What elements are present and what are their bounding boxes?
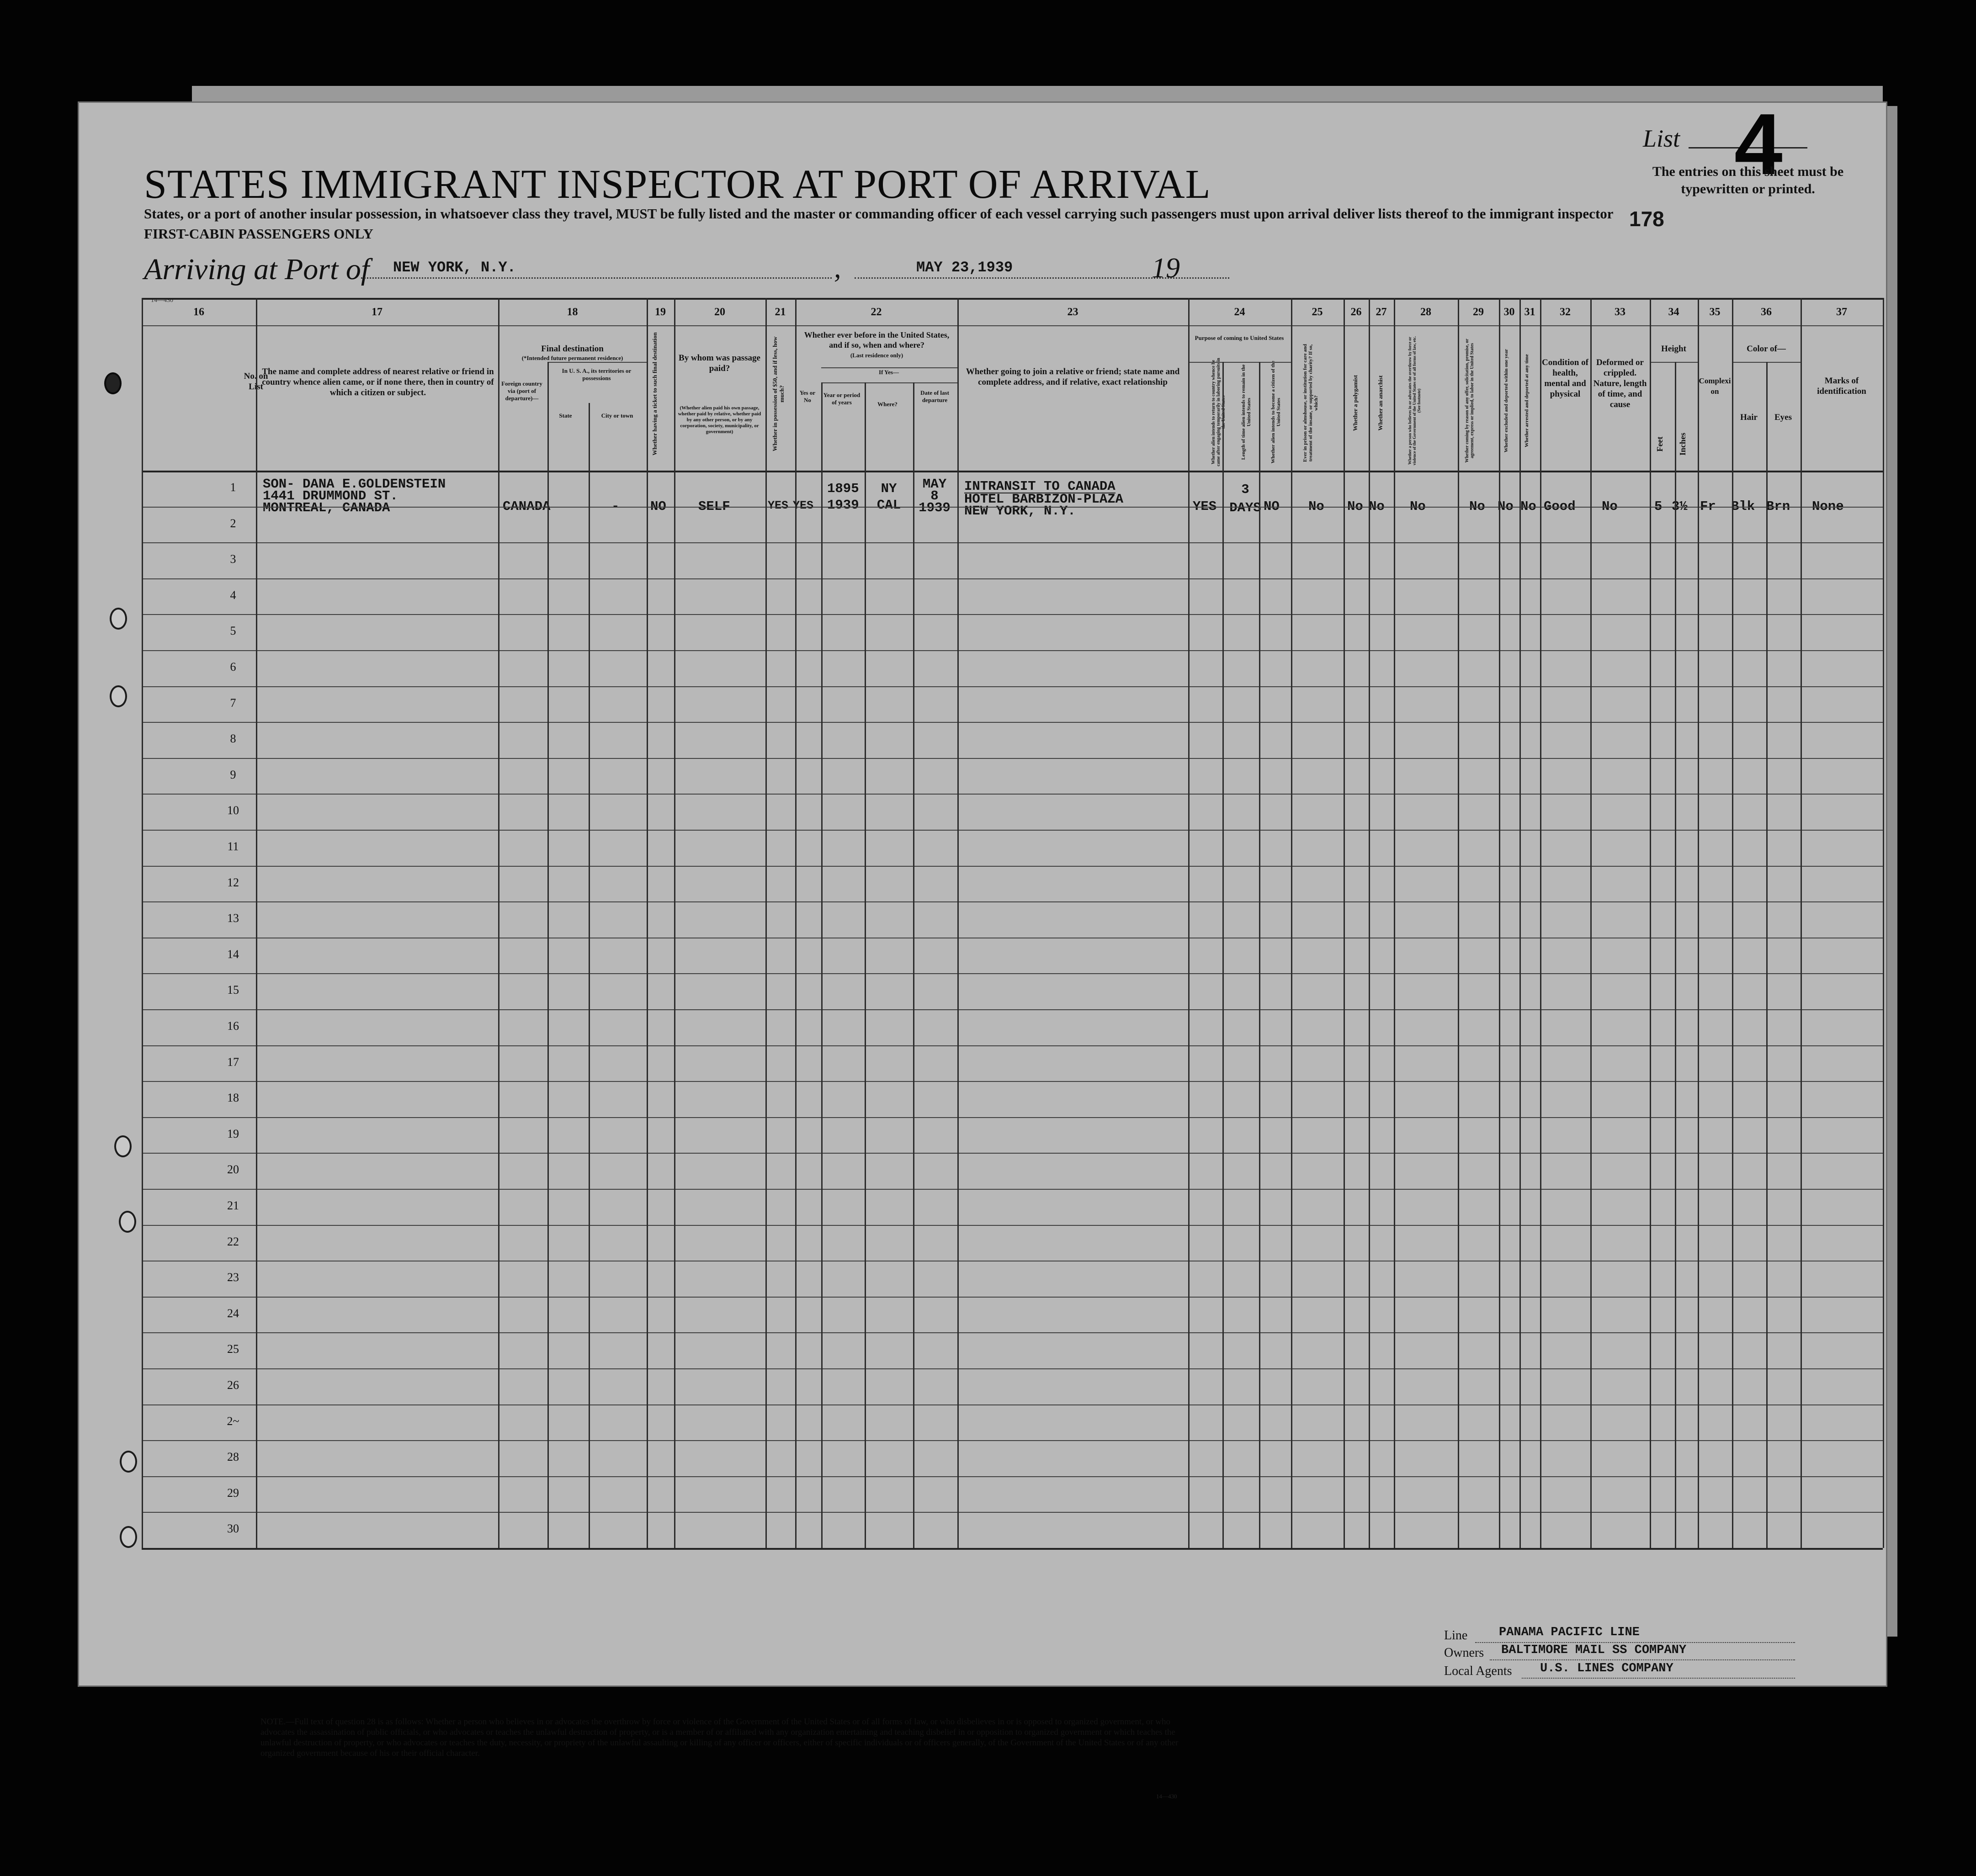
col-24-sub-rule — [1188, 362, 1291, 363]
col-22-note: (Last residence only) — [850, 352, 903, 359]
port-line — [361, 277, 832, 279]
col-26-number: 26 — [1350, 306, 1362, 318]
col-20-header: By whom was passage paid? — [679, 353, 760, 373]
row1-relative-line-1: SON- DANA E.GOLDENSTEIN — [263, 477, 446, 492]
row-rule — [142, 1476, 1883, 1477]
column-rule — [1801, 298, 1802, 1548]
row1-dep-day: 8 — [930, 488, 939, 503]
col-24c-header: Whether alien intends to become a citizen of the United States — [1270, 360, 1281, 464]
col-24b-header: Length of time alien intends to remain in the United States — [1241, 364, 1252, 460]
row-number: 2 — [230, 516, 236, 530]
column-rule — [1675, 362, 1676, 1548]
row1-purpose: YES — [1193, 499, 1217, 514]
row-rule — [142, 1081, 1883, 1082]
row-rule — [142, 507, 1883, 508]
col-32-number: 32 — [1560, 306, 1571, 318]
col-20-note: (Whether alien paid his own passage, whether paid by relative, whether paid by any other person, or by any corporation, society, municipality, or government) — [678, 405, 761, 435]
row-rule — [142, 830, 1883, 831]
column-rule — [1590, 298, 1592, 1548]
col-34-number: 34 — [1668, 306, 1679, 318]
column-rule — [1458, 298, 1459, 1548]
column-rule — [674, 298, 675, 1548]
header-num-rule — [142, 325, 1883, 326]
column-rule — [647, 298, 648, 1548]
row1-eyes: Brn — [1766, 499, 1790, 514]
column-rule — [1259, 362, 1260, 1548]
column-rule — [547, 362, 549, 1548]
column-rule — [1766, 362, 1768, 1548]
col-32-header: Condition of health, mental and physical — [1542, 358, 1588, 399]
col-37-header: Marks of identification — [1817, 376, 1866, 396]
column-rule — [865, 382, 866, 1548]
row1-joining-line-2: HOTEL BARBIZON-PLAZA — [964, 492, 1124, 507]
row1-q30: No — [1498, 499, 1514, 514]
column-rule — [1519, 298, 1521, 1548]
row1-relative — [263, 478, 446, 514]
local-agents-value: U.S. LINES COMPANY — [1540, 1662, 1673, 1675]
row-number: 20 — [227, 1163, 239, 1176]
col-29-number: 29 — [1473, 306, 1484, 318]
col-19-number: 19 — [655, 306, 666, 318]
col-23-number: 23 — [1067, 306, 1078, 318]
row-rule — [142, 1332, 1883, 1333]
col-20-number: 20 — [714, 306, 725, 318]
col-36-eyes-header: Eyes — [1774, 413, 1792, 422]
row1-complexion: Fr — [1700, 499, 1716, 514]
row-number: 17 — [227, 1055, 239, 1069]
local-agents-underline — [1522, 1678, 1795, 1679]
col-35-number: 35 — [1709, 306, 1721, 318]
col-18-usa-header: In U. S. A., its territories or possessions — [562, 367, 632, 382]
row-number: 13 — [227, 912, 239, 925]
row1-city: - — [611, 499, 620, 514]
column-rule — [1499, 298, 1500, 1548]
row-number: 25 — [227, 1342, 239, 1356]
col-33-number: 33 — [1615, 306, 1625, 318]
row1-q29: No — [1469, 499, 1485, 514]
row-rule — [142, 973, 1883, 974]
col-22-where-header: Where? — [877, 401, 898, 408]
row-rule — [142, 758, 1883, 759]
line-underline — [1475, 1642, 1795, 1643]
binder-hole — [114, 1135, 132, 1157]
col-30-number: 30 — [1503, 306, 1515, 318]
col-31-header: Whether arrested and deported at any time — [1524, 354, 1530, 447]
row-rule — [142, 722, 1883, 723]
row1-where — [873, 481, 905, 514]
binder-hole — [120, 1451, 137, 1473]
row-rule — [142, 1297, 1883, 1298]
arrival-port: NEW YORK, N.Y. — [393, 259, 516, 276]
sheet-shadow-edge — [1887, 106, 1897, 1637]
row-rule — [142, 1009, 1883, 1010]
row1-joining — [964, 481, 1123, 517]
row-rule — [142, 1404, 1883, 1405]
row1-q31: No — [1520, 499, 1536, 514]
row-rule — [142, 1440, 1883, 1441]
row-number: 14 — [227, 947, 239, 961]
passenger-class: FIRST-CABIN PASSENGERS ONLY — [144, 226, 373, 242]
row-rule — [142, 794, 1883, 795]
row-number: 5 — [230, 624, 236, 638]
row-number: 24 — [227, 1306, 239, 1320]
row1-paid-by: SELF — [698, 499, 730, 514]
col-18-city-header: City or town — [601, 412, 633, 419]
manifest-table — [142, 298, 1883, 1609]
row1-before: YES — [793, 499, 814, 512]
list-number: 4 — [1734, 96, 1783, 193]
row-rule — [142, 1189, 1883, 1190]
row1-deformed: No — [1602, 499, 1618, 514]
col-24-number: 24 — [1234, 306, 1245, 318]
column-rule — [1188, 298, 1190, 1548]
column-rule — [256, 298, 257, 1548]
column-rule — [913, 382, 914, 1548]
column-rule — [1698, 298, 1699, 1548]
footer-form-code: 14—430 — [1156, 1793, 1177, 1800]
col-33-header: Deformed or crippled. Nature, length of time, and cause — [1593, 358, 1647, 409]
row1-health: Good — [1544, 499, 1576, 514]
owners-value: BALTIMORE MAIL SS COMPANY — [1501, 1643, 1687, 1657]
row1-where-1: NY — [881, 481, 897, 496]
column-rule — [1394, 298, 1395, 1548]
arriving-label: Arriving at Port of — [144, 253, 370, 286]
col-22-date-header: Date of last departure — [920, 389, 949, 403]
col-17-number: 17 — [372, 306, 382, 318]
local-agents-label: Local Agents — [1444, 1664, 1512, 1678]
row-number: 15 — [227, 983, 239, 997]
row1-dep-month: MAY — [922, 477, 947, 492]
row1-feet: 5 — [1654, 499, 1663, 514]
list-label: List — [1643, 125, 1680, 152]
page-number: 178 — [1629, 207, 1664, 231]
row-rule — [142, 686, 1883, 687]
column-rule — [957, 298, 959, 1548]
typewritten-note: The entries on this sheet must be typewritten or printed. — [1652, 164, 1844, 196]
col-18-header: Final destination — [541, 344, 604, 354]
row1-relative-line-2: 1441 DRUMMOND ST. — [263, 488, 398, 503]
col-21-number: 21 — [775, 306, 786, 318]
row-number: 2~ — [227, 1414, 239, 1428]
column-rule — [1883, 298, 1884, 1548]
row-rule — [142, 1153, 1883, 1154]
row-number: 4 — [230, 588, 236, 602]
row-number: 10 — [227, 804, 239, 817]
row-number: 9 — [230, 768, 236, 781]
row-number: 16 — [227, 1019, 239, 1033]
col-24a-header: Whether alien intends to return to country whence he came after engaging temporarily in laboring pursuits in the United States — [1211, 358, 1226, 466]
binder-hole — [119, 1211, 136, 1233]
owners-label: Owners — [1444, 1646, 1484, 1660]
table-bottom-rule — [142, 1548, 1883, 1550]
form-code: 14—430 — [151, 297, 173, 304]
row1-relative-line-3: MONTREAL, CANADA — [263, 500, 390, 515]
row-rule — [142, 542, 1883, 543]
column-rule — [1222, 362, 1224, 1548]
row1-inches: 3½ — [1672, 499, 1688, 514]
manifest-sheet — [78, 96, 1887, 1800]
row1-dep-year: 1939 — [919, 500, 951, 515]
col-34-feet-header: Feet — [1655, 436, 1664, 452]
col-24-header: Purpose of coming to United States — [1195, 334, 1284, 341]
row-rule — [142, 1045, 1883, 1046]
row1-q28: No — [1410, 499, 1426, 514]
row1-foreign: CANADA — [503, 499, 551, 514]
row-number: 22 — [227, 1235, 239, 1248]
col-34-inches-header: Inches — [1678, 433, 1687, 456]
col-35-header: Complexion — [1699, 376, 1731, 396]
col-22-ifyes-header: If Yes— — [879, 369, 899, 376]
col-29-header: Whether coming by reason of any offer, solicitation, promise, or agreement, express or implied, to labor in the United States — [1465, 339, 1475, 463]
row-number: 23 — [227, 1271, 239, 1284]
row1-years — [827, 481, 859, 514]
col-17-header: The name and complete address of nearest relative or friend in country whence alien came, or if none there, then in country of which a citizen or subject. — [262, 367, 494, 397]
col-22-number: 22 — [871, 306, 882, 318]
row1-where-2: CAL — [876, 498, 901, 513]
row1-ticket: NO — [650, 499, 666, 514]
col-37-number: 37 — [1836, 306, 1847, 318]
row-rule — [142, 614, 1883, 615]
row1-joining-line-3: NEW YORK, N.Y. — [964, 503, 1076, 519]
col-31-number: 31 — [1524, 306, 1535, 318]
row1-citizen: NO — [1264, 499, 1280, 514]
col-25-number: 25 — [1312, 306, 1323, 318]
col-22-yesno-header: Yes or No — [799, 389, 816, 403]
row1-has50: YES — [768, 499, 789, 512]
row1-marks: None — [1812, 499, 1844, 514]
column-rule — [1732, 298, 1733, 1548]
col-22-ifyes-rule — [821, 382, 957, 383]
row-rule — [142, 1225, 1883, 1226]
row1-year-2: 1939 — [827, 498, 859, 513]
row-number: 8 — [230, 732, 236, 746]
col-27-number: 27 — [1376, 306, 1387, 318]
col-28-number: 28 — [1420, 306, 1431, 318]
row-rule — [142, 1512, 1883, 1513]
column-rule — [1291, 298, 1292, 1548]
col-19-header: Whether having a ticket to such final destination — [651, 332, 658, 456]
col-16-header: No. on List — [244, 371, 268, 392]
row-rule — [142, 1368, 1883, 1369]
owners-underline — [1490, 1659, 1795, 1660]
col-18-note: (*Intended future permanent residence) — [521, 355, 623, 361]
row1-last-departure — [914, 478, 955, 514]
footnote: NOTE.—Full text of question 28 is as follows: Whether a person who believes in or advocates the overthrow by force or violence of the Government of the United States or of all forms of law, or who disbelieves in or is opposed to organized government, or who advocates the assassination of public officials, or who advocates or teaches the unlawful destruction of property, or is a member of or affiliated with any organization entertaining and teaching disbelief in or opposition to organized government or which teaches the unlawful destruction of property, or who advocates or teaches the duty, necessity, or propriety of the unlawful assaulting or killing of any officer or officers, either of specific individuals or of officers generally, of the Government of the United States or of any other organized government because of his or their official character. — [260, 1717, 1179, 1758]
row-rule — [142, 866, 1883, 867]
col-25-header: Ever in prison or almshouse, or institution for care and treatment of the insane, or supported by charity? If so, which? — [1302, 344, 1319, 462]
row-rule — [142, 650, 1883, 651]
row-number: 30 — [227, 1522, 239, 1536]
row-number: 11 — [227, 840, 239, 853]
col-34-sub-rule — [1650, 362, 1698, 363]
row1-joining-line-1: INTRANSIT TO CANADA — [964, 479, 1115, 494]
row-number: 18 — [227, 1091, 239, 1105]
arrival-date: MAY 23,1939 — [916, 259, 1013, 276]
col-22-sub-rule — [821, 367, 957, 368]
line-label: Line — [1444, 1628, 1468, 1643]
row1-length-num: 3 — [1241, 482, 1249, 497]
row1-length — [1229, 481, 1261, 517]
column-rule — [1369, 298, 1370, 1548]
row1-year-1: 1895 — [827, 481, 859, 496]
row1-anarchist: No — [1369, 499, 1385, 514]
binder-hole — [110, 685, 127, 707]
row-rule — [142, 1117, 1883, 1118]
col-26-header: Whether a polygamist — [1352, 375, 1359, 431]
col-16-number: 16 — [193, 306, 204, 318]
col-22-year-header: Year or period of years — [823, 392, 861, 406]
row-rule — [142, 901, 1883, 902]
row1-length-unit: DAYS — [1229, 500, 1261, 515]
col-34-header: Height — [1661, 344, 1686, 354]
header-bottom-rule — [142, 471, 1883, 472]
row-rule — [142, 578, 1883, 579]
form-title: STATES IMMIGRANT INSPECTOR AT PORT OF ARRIVAL — [144, 162, 1211, 207]
row-number: 29 — [227, 1486, 239, 1500]
row-number: 6 — [230, 660, 236, 673]
column-rule — [765, 298, 767, 1548]
row-number: 7 — [230, 696, 236, 710]
column-rule — [589, 403, 590, 1548]
row-number: 28 — [227, 1450, 239, 1464]
year-prefix: 19 — [1152, 253, 1180, 284]
row-number: 3 — [230, 552, 236, 566]
shipping-line: PANAMA PACIFIC LINE — [1499, 1626, 1640, 1639]
col-28-header: Whether a person who believes in or advocates the overthrow by force or violence of the Government of the United States or of all forms of law, etc. (See footnote) — [1408, 336, 1421, 466]
col-22-header: Whether ever before in the United States, and if so, when and where? — [804, 330, 950, 350]
column-rule — [498, 298, 499, 1548]
column-rule — [1540, 298, 1541, 1548]
column-rule — [795, 298, 797, 1548]
row1-polygamist: No — [1347, 499, 1363, 514]
row-number: 12 — [227, 875, 239, 889]
col-36-number: 36 — [1761, 306, 1772, 318]
column-rule — [1344, 298, 1345, 1548]
col-18-usa-rule — [547, 362, 647, 363]
col-18-state-header: State — [559, 412, 572, 419]
row-number: 1 — [230, 481, 236, 494]
row1-prison: No — [1308, 499, 1324, 514]
comma: , — [834, 253, 841, 284]
column-rule — [821, 382, 823, 1548]
binder-hole — [120, 1526, 137, 1548]
col-36-hair-header: Hair — [1740, 413, 1758, 422]
col-30-header: Whether excluded and deported within one year — [1503, 349, 1509, 453]
binder-hole — [104, 372, 122, 394]
table-top-rule — [142, 298, 1883, 300]
column-rule — [1650, 298, 1651, 1548]
col-21-header: Whether in possession of $50, and if less, how much? — [771, 336, 785, 451]
column-rule — [142, 298, 143, 1548]
col-18-number: 18 — [567, 306, 578, 318]
row1-hair: Blk — [1731, 499, 1755, 514]
col-23-header: Whether going to join a relative or friend; state name and complete address, and if relative, exact relationship — [966, 367, 1180, 387]
col-27-header: Whether an anarchist — [1377, 375, 1384, 431]
col-36-header: Color of— — [1747, 344, 1786, 354]
form-subtitle: States, or a port of another insular possession, in whatsoever class they travel, MUST be fully listed and the master or commanding officer of each vessel carrying such passengers must upon arrival deliver lists thereof to the immigrant inspector — [144, 206, 1614, 222]
col-18-foreign-header: Foreign country via (port of departure)— — [501, 380, 542, 402]
row-number: 21 — [227, 1199, 239, 1212]
binder-hole — [110, 608, 127, 630]
row-number: 26 — [227, 1378, 239, 1392]
row-number: 19 — [227, 1127, 239, 1140]
